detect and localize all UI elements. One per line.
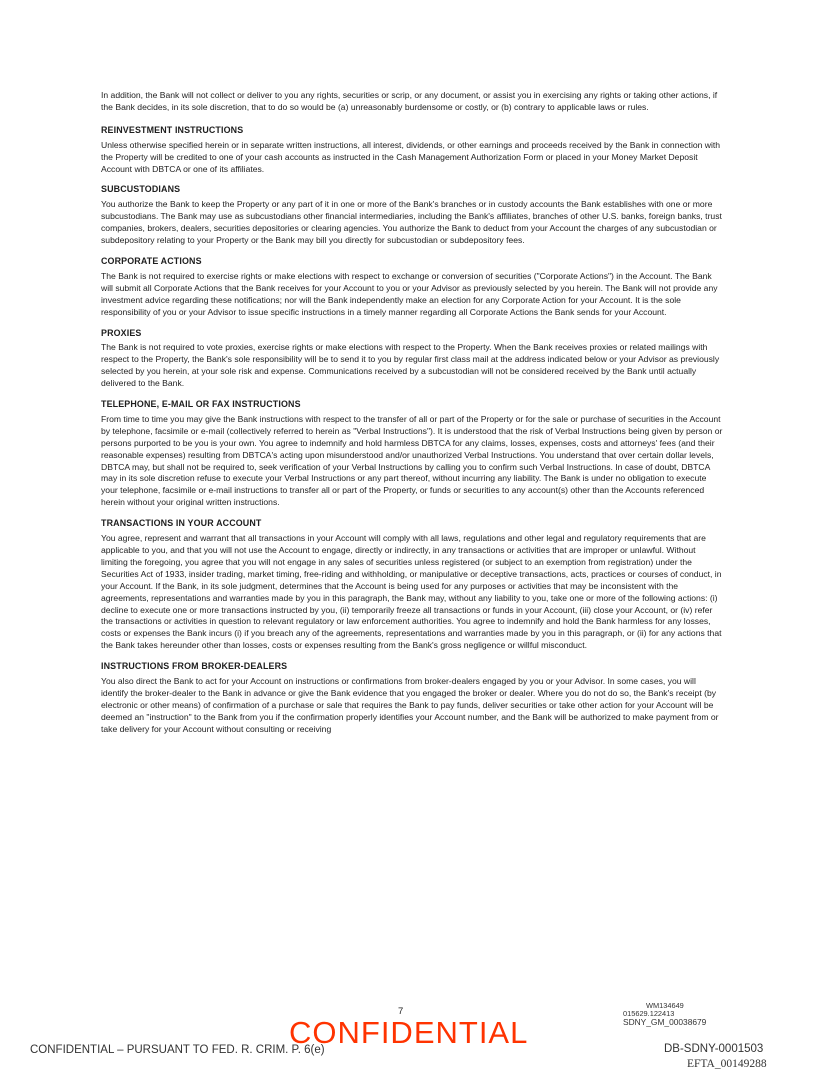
page-number: 7	[398, 1006, 404, 1017]
section-heading: TRANSACTIONS IN YOUR ACCOUNT	[101, 518, 262, 529]
section-heading: REINVESTMENT INSTRUCTIONS	[101, 124, 244, 135]
section-body: Unless otherwise specified herein or in separate written instructions, all interest, dividends, or other earnings and proceeds received by the Bank in connection with the Property will be credited to one of your cash accounts as instructed in the Cash Management Authorization Form or placed in your Money Market Deposit Account with DBTCA or one of its affiliates.	[101, 139, 721, 174]
confidentiality-notice: CONFIDENTIAL – PURSUANT TO FED. R. CRIM. P. 6(e)	[30, 1044, 325, 1056]
intro-paragraph: In addition, the Bank will not collect or deliver to you any rights, securities or scrip, or any document, or assist you in exercising any rights or taking other actions, if the Bank decides, in its sole discretion, that to do so would be (a) unreasonably burdensome or costly, or (b) contrary to applicable laws or rules.	[101, 90, 718, 112]
bates-line: 015629.122413	[623, 1009, 675, 1019]
section-heading: CORPORATE ACTIONS	[101, 255, 202, 266]
section-body: You also direct the Bank to act for your Account on instructions or confirmations from broker-dealers engaged by you or your Advisor. In some cases, you will identify the broker-dealer to the Bank in advance or give the Bank evidence that you engaged the broker or dealer. Where you do not do so, the Bank's receipt (by electronic or other means) of confirmation of a purchase or sale that requires the Bank to pay funds, deliver securities or take other action for your Account will be deemed an "instruction" to the Bank from you if the confirmation properly identifies your Account number, and the Bank will be authorized to make payment from or take delivery for your Account without consulting or receiving	[101, 676, 719, 734]
document-id: DB-SDNY-0001503	[664, 1043, 764, 1055]
section-reinvestment	[101, 125, 723, 176]
section-broker-dealers	[101, 661, 723, 735]
section-body: You authorize the Bank to keep the Property or any part of it in one or more of the Bank's branches or in custody accounts the Bank establishes with one or more subcustodians. The Bank may use as subcustodians other financial intermediaries, including the Bank's affiliates, branches of other U.S. banks, foreign banks, trust companies, brokers, dealers, securities depositories or clearing agencies. You authorize the Bank to deduct from your Account the charges of any subcustodian or subdepository relating to your Property or the Bank may bill you directly for subcustodian or subdepository fees.	[101, 199, 722, 246]
section-body: The Bank is not required to vote proxies, exercise rights or make elections with respect to the Property. When the Bank receives proxies or related mailings with respect to the Property, the Bank's sole responsibility will be to send it to you by regular first class mail at the address indicated below or your Advisor as previously selected by you herein, at your sole risk and expense. Communications received by a subcustodian will not be considered received by the Bank until actually delivered to the Bank.	[101, 342, 720, 389]
section-transactions	[101, 518, 723, 652]
section-heading: INSTRUCTIONS FROM BROKER-DEALERS	[101, 661, 288, 672]
section-body: From time to time you may give the Bank instructions with respect to the transfer of all or part of the Property or for the sale or purchase of securities in the Account by telephone, facsimile or e-mail (collectively referred to herein as "Verbal Instructions"). It is understood that the risk of Verbal Instructions being given by person or persons purported to be you is your own. You agree to indemnify and hold harmless DBTCA for any claims, losses, expenses, costs and attorneys' fees (and their reasonable expenses) resulting from DBTCA's acting upon misunderstood and/or unauthorized Verbal Instructions. You understand that over certain dollar levels, DBTCA may, but shall not be required to, seek verification of your Verbal Instructions by calling you to confirm such Verbal Instructions. In case of doubt, DBTCA may in its sole discretion refuse to execute your Verbal Instructions or any part thereof, without incurring any liability. The Bank is under no obligation to execute your telephone, facsimile or e-mail instructions to transfer all or part of the Property, or funds or securities to any account(s) other than the Accounts referenced herein without your original written instructions.	[101, 413, 723, 508]
section-body: You agree, represent and warrant that all transactions in your Account will comply with all laws, regulations and other legal and regulatory requirements that are applicable to you, and that you will not use the Account to engage, directly or indirectly, in any transactions or activities that are improper or unlawful. Without limiting the foregoing, you agree that you will not engage in any sales of securities unless registered (or subject to an exemption from registration) under the Securities Act of 1933, insider trading, market timing, free-riding and withholding, or manipulative or deceptive transactions, acts, practices or courses of conduct, in your Account. If the Bank, in its sole judgment, determines that the Account is being used for any purposes or activities that may be inconsistent with the agreements, representations and warranties made by you in this paragraph, the Bank may, without any liability to you, take one or more of the following actions: (i) decline to execute one or more transactions instructed by you, (ii) temporarily freeze all transactions or funds in your Account, (iii) close your Account, or (iv) refer the transactions or activities in question to relevant regulatory or law enforcement authorities. You agree to indemnify and hold the Bank harmless for any losses, costs or expenses the Bank incurs (i) if you breach any of the agreements, representations and warranties made by you in this paragraph, or (ii) for any actions that the Bank takes hereunder other than losses, costs or expenses resulting from the Bank's gross negligence or willful misconduct.	[101, 533, 722, 651]
bates-line: SDNY_GM_00038679	[623, 1017, 707, 1028]
document-body	[101, 90, 723, 745]
section-heading: SUBCUSTODIANS	[101, 184, 181, 195]
confidential-stamp: CONFIDENTIAL	[289, 1015, 529, 1050]
efta-number: EFTA_00149288	[687, 1058, 767, 1070]
section-heading: PROXIES	[101, 327, 142, 338]
section-heading: TELEPHONE, E-MAIL OR FAX INSTRUCTIONS	[101, 399, 301, 410]
bates-stamp	[623, 1002, 743, 1027]
section-body: The Bank is not required to exercise rights or make elections with respect to exchange or conversion of securities ("Corporate Actions") in the Account. The Bank will submit all Corporate Actions that the Bank receives for your Account to you or your Advisor as previously selected by you herein. The Bank will not provide any investment advice regarding these notifications; nor will the Bank independently make an election for any Corporate Action for your Account. It is the sole responsibility of you or your Advisor to issue specific instructions in a timely manner regarding all Corporate Actions the Bank sends for your Account.	[101, 270, 718, 317]
section-telephone-email-fax	[101, 399, 723, 509]
bates-line: WM134649	[646, 1001, 684, 1010]
section-subcustodians	[101, 184, 723, 247]
section-corporate-actions	[101, 256, 723, 319]
section-proxies	[101, 328, 723, 391]
